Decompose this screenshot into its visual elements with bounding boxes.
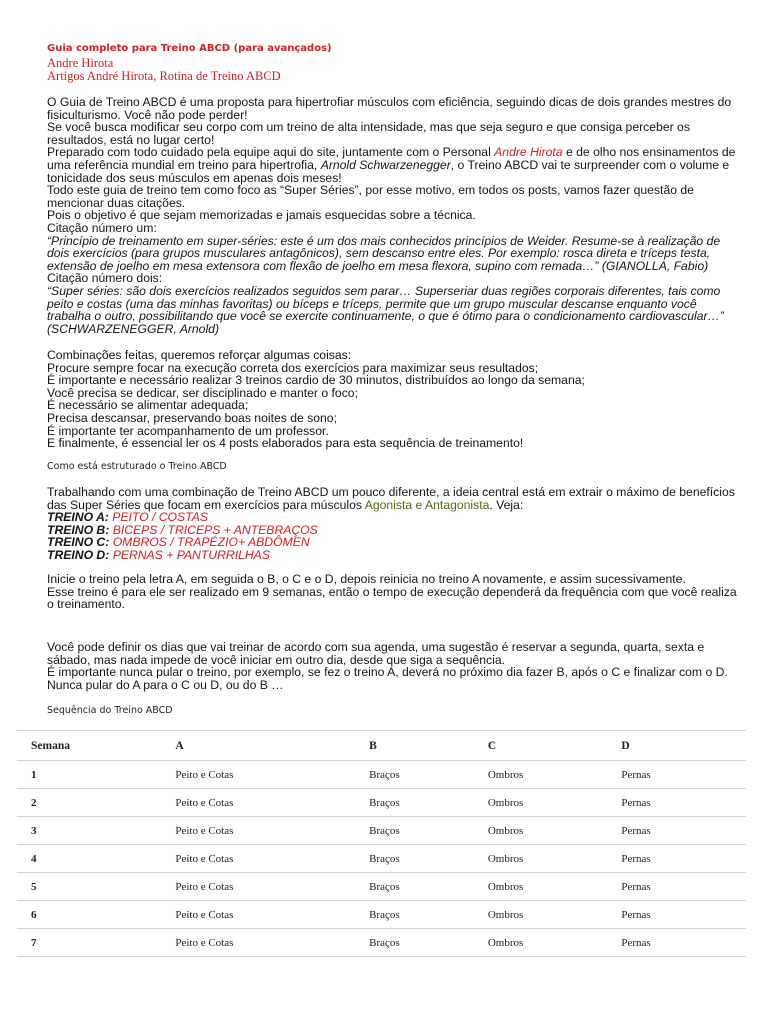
agonista-link[interactable]: Agonista e Antagonista (364, 497, 490, 512)
category-links[interactable]: Artigos André Hirota, Rotina de Treino ABCD (47, 69, 281, 83)
table-cell: Peito e Cotas (175, 929, 369, 957)
table-cell: Peito e Cotas (175, 901, 369, 929)
table-cell: Pernas (621, 817, 746, 845)
intro-paragraph (47, 146, 737, 184)
structure-section (47, 486, 737, 562)
author-link[interactable]: Andre Hirota (47, 56, 114, 70)
table-cell: Peito e Cotas (175, 761, 369, 789)
structure-paragraph: Você pode definir os dias que vai treinar de acordo com sua agenda, uma sugestão é reservar a segunda, quarta, sexta e sábado, mas nada impede de você iniciar em outro dia, desde que siga a sequência. (47, 640, 705, 667)
table-cell: Peito e Cotas (175, 845, 369, 873)
table-cell: Peito e Cotas (175, 873, 369, 901)
combination-item: Procure sempre focar na execução correta dos exercícios para maximizar seus resultados; (47, 360, 539, 375)
table-cell: Pernas (621, 929, 746, 957)
intro-section (47, 96, 737, 335)
table-row (17, 845, 746, 873)
table-cell: 6 (17, 901, 175, 929)
structure-heading: Como está estruturado o Treino ABCD (47, 461, 227, 472)
structure-paragraph: Inicie o treino pela letra A, em seguida o B, o C e o D, depois reinicia no treino A novamente, e assim sucessivamente. (47, 572, 686, 586)
table-cell: 3 (17, 817, 175, 845)
treino-label: TREINO C: (47, 535, 110, 550)
sequence-explanation (47, 573, 737, 611)
table-cell: Braços (369, 761, 488, 789)
table-cell: Ombros (488, 817, 622, 845)
table-cell: Braços (369, 929, 488, 957)
treino-value: OMBROS / TRAPÉZIO+ ABDÔMEN (112, 535, 310, 550)
article-title: Guia completo para Treino ABCD (para avançados) (47, 43, 332, 54)
table-cell: Ombros (488, 789, 622, 817)
combination-item: Precisa descansar, preservando boas noites de sono; (47, 410, 337, 425)
table-cell: Pernas (621, 789, 746, 817)
table-row (17, 901, 746, 929)
intro-text: e de olho nos ensinamentos de uma referência mundial em treino para hipertrofia, (47, 145, 736, 172)
structure-paragraph: É importante nunca pular o treino, por exemplo, se fez o treino A, deverá no próximo dia fazer B, após o C e finalizar com o D. Nunca pular do A para o C ou D, ou do B … (47, 665, 728, 692)
combination-item: É necessário se alimentar adequada; (47, 398, 249, 413)
table-row (17, 761, 746, 789)
citation-quote: “Princípio de treinamento em super-séries: este é um dos mais conhecidos princípios de Weider. Resume-se à realização de dois exercícios (para grupos musculares antagônicos), sem descanso entre eles. Por exemplo: rosca direta e tríceps testa, extensão de joelho em mesa extensora com flexão de joelho em mesa flexora, supino com remada…” (GIANOLLA, Fabio) (47, 233, 721, 273)
citation-label: Citação número dois: (47, 271, 163, 286)
table-cell: Braços (369, 817, 488, 845)
column-header: A (175, 731, 369, 761)
intro-text: Preparado com todo cuidado pela equipe aqui do site, juntamente com o Personal (47, 145, 495, 160)
structure-text: Trabalhando com uma combinação de Treino ABCD um pouco diferente, a ideia central está em extrair o máximo de benefícios das Super Séries que focam em exercícios para músculos (47, 485, 735, 512)
combination-item: Você precisa se dedicar, ser disciplinado e manter o foco; (47, 385, 358, 400)
citation-label: Citação número um: (47, 220, 157, 235)
table-cell: Braços (369, 845, 488, 873)
combination-item: É importante e necessário realizar 3 treinos cardio de 30 minutos, distribuídos ao longo da semana; (47, 373, 585, 388)
sequence-heading: Sequência do Treino ABCD (47, 705, 173, 716)
combination-item: É importante ter acompanhamento de um professor. (47, 423, 329, 438)
table-cell: Pernas (621, 761, 746, 789)
table-cell: Pernas (621, 873, 746, 901)
intro-paragraph: Se você busca modificar seu corpo com um treino de alta intensidade, mas que seja seguro e que consiga perceber os resultados, está no lugar certo! (47, 120, 690, 147)
sequence-table (17, 730, 746, 957)
treino-value: BICEPS / TRICEPS + ANTEBRAÇOS (112, 522, 318, 537)
treino-label: TREINO A: (47, 510, 109, 525)
table-cell: Ombros (488, 929, 622, 957)
table-cell: Peito e Cotas (175, 789, 369, 817)
combination-item: E finalmente, é essencial ler os 4 posts elaborados para esta sequência de treinamento! (47, 436, 524, 451)
schedule-explanation (47, 641, 737, 691)
treino-value: PERNAS + PANTURRILHAS (112, 547, 270, 562)
treino-line (47, 549, 737, 562)
table-cell: Pernas (621, 845, 746, 873)
table-cell: 5 (17, 873, 175, 901)
table-cell: Braços (369, 873, 488, 901)
intro-text: , o Treino ABCD vai te surpreender com o volume e tonicidade dos seus músculos em apenas dois meses! (47, 157, 730, 185)
column-header: C (488, 731, 622, 761)
table-row (17, 929, 746, 957)
column-header: Semana (17, 731, 175, 761)
citation-quote: “Super séries: são dois exercícios realizados seguidos sem parar… Superseriar duas regiões corporais diferentes, tais como peito e costas (uma das minhas favoritas) ou bíceps e tríceps, permite que um grupo muscular descanse enquanto você trabalha o outro, possibilitando que você se exercite continuamente, o que é ótimo para o condicionamento cardiovascular…” (SCHWARZENEGGER, Arnold) (47, 283, 724, 336)
table-cell: Ombros (488, 761, 622, 789)
table-cell: 2 (17, 789, 175, 817)
table-cell: Pernas (621, 901, 746, 929)
structure-text: . Veja: (489, 497, 524, 512)
intro-paragraph: Todo este guia de treino tem como foco as “Super Séries”, por esse motivo, em todos os posts, vamos fazer questão de mencionar duas citações. (47, 183, 694, 210)
arnold-name: Arnold Schwarzenegger (320, 157, 451, 172)
table-cell: Braços (369, 901, 488, 929)
table-header-row (17, 731, 746, 761)
table-row (17, 817, 746, 845)
column-header: D (621, 731, 746, 761)
intro-paragraph: Pois o objetivo é que sejam memorizadas e jamais esquecidas sobre a técnica. (47, 208, 476, 223)
treino-value: PEITO / COSTAS (112, 510, 208, 525)
treino-label: TREINO D: (47, 547, 110, 562)
table-cell: Peito e Cotas (175, 817, 369, 845)
table-row (17, 789, 746, 817)
combinations-section (47, 349, 737, 450)
intro-paragraph: O Guia de Treino ABCD é uma proposta para hipertrofiar músculos com eficiência, seguindo dicas de dois grandes mestres do fisiculturismo. Você não pode perder! (47, 95, 732, 122)
table-row (17, 873, 746, 901)
structure-paragraph: Esse treino é para ele ser realizado em 9 semanas, então o tempo de execução dependerá da frequência com que você realiza o treinamento. (47, 584, 737, 612)
table-cell: 4 (17, 845, 175, 873)
structure-paragraph (47, 486, 737, 511)
combinations-lead: Combinações feitas, queremos reforçar algumas coisas: (47, 348, 352, 362)
table-cell: 7 (17, 929, 175, 957)
table-cell: Braços (369, 789, 488, 817)
table-cell: Ombros (488, 845, 622, 873)
personal-link[interactable]: Andre Hirota (494, 145, 563, 160)
table-cell: Ombros (488, 873, 622, 901)
table-cell: 1 (17, 761, 175, 789)
table-cell: Ombros (488, 901, 622, 929)
treino-label: TREINO B: (47, 522, 110, 537)
column-header: B (369, 731, 488, 761)
